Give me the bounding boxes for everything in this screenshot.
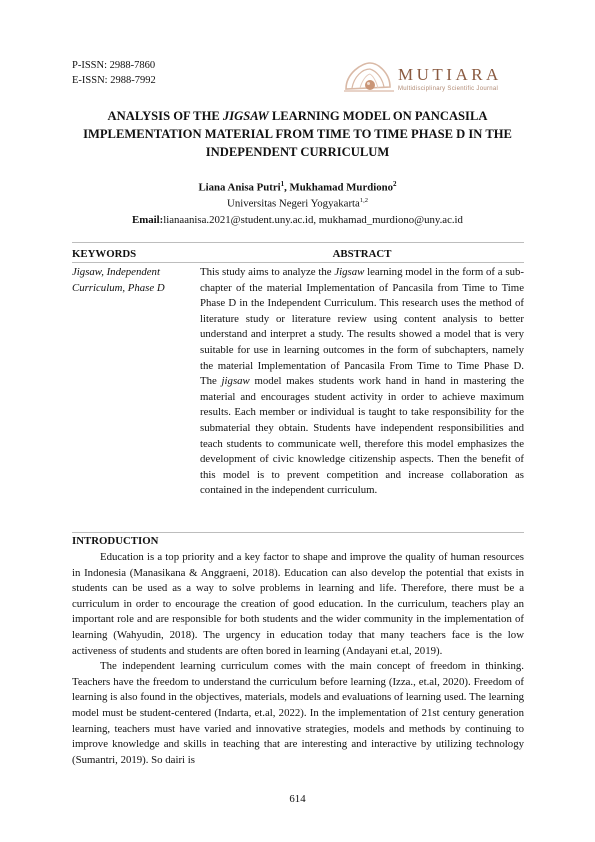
abstract-italic: Jigsaw — [334, 266, 365, 278]
email-line — [60, 214, 535, 226]
affiliation-name: Universitas Negeri Yogyakarta — [227, 197, 360, 210]
p-issn: P-ISSN: 2988-7860 — [72, 60, 156, 71]
introduction-heading: INTRODUCTION — [72, 535, 159, 547]
abstract-italic: jigsaw — [221, 375, 250, 388]
abstract-text — [200, 265, 524, 499]
author-separator: , — [284, 181, 290, 194]
author-line — [60, 180, 535, 194]
title-text: ANALYSIS OF THE — [107, 109, 223, 123]
author-name: Mukhamad Murdiono — [289, 181, 394, 194]
author-name: Liana Anisa Putri — [198, 181, 281, 194]
affiliation-index: 1,2 — [359, 197, 368, 204]
paper-title — [60, 107, 535, 161]
keywords-text: Jigsaw, Independent Curriculum, Phase D — [72, 266, 165, 294]
abstract-span: learning model in the form of a sub-chapter of the material Implementation of Pancasila from Time to Time Phase D in the Independent Curriculum. This research uses the method of literature study or literature review using content analysis to better understand and interpret a study. The results showed a model that is very suitable for use in learning outcomes in the form of subchapters, namely the material Implementation of Pancasila From Time to Time Phase D. The — [200, 266, 524, 388]
logo-wordmark: MUTIARA — [398, 65, 502, 84]
paragraph: The independent learning curriculum comes with the main concept of freedom in thinking. Teachers have the freedom to understand the curriculum before learning (Izza., et.al, 2020). Freedom of learning is also found in the objectives, materials, models and evaluations of learning used. The learning model must be student-centered (Indarta, et.al, 2022). In the implementation of 21st century generation learning, teachers must have varied and innovative strategies, models and methods by continuing to improve knowledge and skills in teaching that are interesting and interactive by utilizing technology (Sumantri, 2019). So dairi is — [72, 660, 524, 766]
journal-logo — [340, 57, 525, 99]
divider — [72, 242, 524, 243]
divider — [72, 532, 524, 533]
introduction-body — [72, 550, 524, 768]
affiliation — [60, 197, 535, 210]
abstract-span: model makes students work hand in hand in mastering the material and encourages student activity in order to achieve maximum results. Each member or individual is taught to take responsibility for the submaterial they obtain. Students have independent responsibilities and teach students to communicate well, therefore this model emphasizes the development of civic knowledge citizenship aspects. Then the benefit of this model is to prevent competition and increase collaboration as contained in the independent curriculum. — [200, 375, 524, 497]
author-index: 1 — [280, 180, 285, 188]
abstract-heading: ABSTRACT — [332, 248, 392, 260]
email-label: Email: — [132, 214, 164, 226]
paragraph: Education is a top priority and a key factor to shape and improve the quality of human resources in Indonesia (Manasikana & Anggraeni, 2018). Education can also develop the potential that exists in students can be used as a way to solve problems in learning and life. Therefore, there must be a curriculum in order to encourage the creation of good education. In the curriculum, teachers play an important role and are responsible for both students and the wider community in the implementation of learning (Wahyudin, 2018). The urgency in education today that many teachers face is the low activeness of students and students are often bored in learning (Andayani et.al, 2019). — [72, 551, 524, 657]
title-italic: JIGSAW — [222, 109, 269, 123]
issn-block — [72, 58, 156, 88]
keywords-heading: KEYWORDS — [72, 248, 137, 260]
divider — [72, 262, 524, 263]
pearl-shell-icon — [340, 57, 396, 99]
logo-tagline: Multidisciplinary Scientific Journal — [398, 86, 499, 92]
e-issn: E-ISSN: 2988-7992 — [72, 75, 156, 86]
title-text-rest: LEARNING MODEL ON PANCASILA IMPLEMENTATION MATERIAL FROM TIME TO TIME PHASE D IN THE INDEPENDENT CURRICULUM — [83, 109, 512, 159]
page-number: 614 — [289, 793, 306, 805]
author-index: 2 — [393, 180, 397, 188]
abstract-span: This study aims to analyze the — [200, 266, 335, 278]
email-address[interactable]: lianaanisa.2021@student.uny.ac.id, mukhamad_murdiono@uny.ac.id — [163, 214, 463, 226]
